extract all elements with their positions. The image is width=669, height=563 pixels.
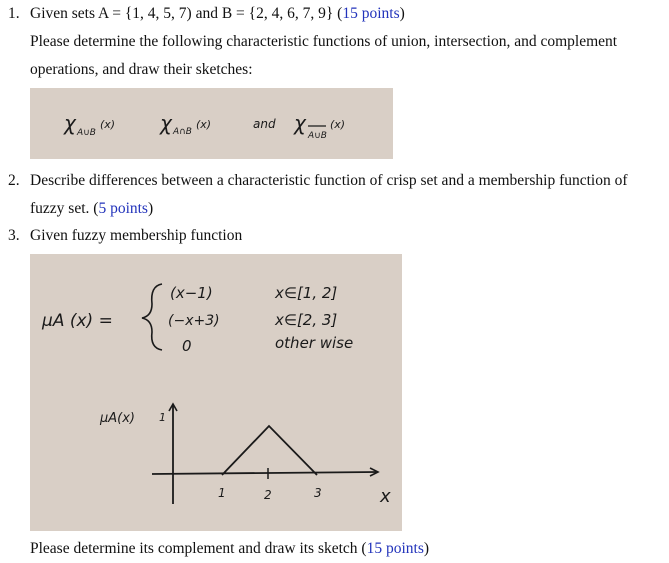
q2-line2	[30, 200, 153, 218]
mu-lhs: μA (x) =	[42, 311, 113, 331]
q2-line1: Describe differences between a characteristic function of crisp set and a membership function of	[30, 172, 628, 189]
x-axis-label: x	[380, 486, 391, 507]
q1-line2: Please determine the following characteristic functions of union, intersection, and complement	[30, 33, 618, 50]
x-tick-1: 1	[218, 486, 226, 500]
chi-inter: χ	[160, 111, 172, 135]
x-tick-2: 2	[264, 488, 272, 502]
q1-text: Given sets A = {1, 4, 5, 7) and B = {2, 4, 6, 7, 9} (	[30, 5, 343, 22]
q3-final-text: Please determine its complement and draw its sketch (	[30, 540, 367, 557]
y-tick-1: 1	[159, 411, 166, 424]
q3-paren: )	[423, 540, 430, 557]
case1-expr: (x−1)	[170, 284, 213, 302]
q1-number: 1.	[8, 5, 20, 22]
comp-sub: A∪B	[308, 131, 327, 141]
inter-sub: A∩B	[173, 127, 192, 137]
chi-union: χ	[64, 111, 76, 135]
x-tick-3: 3	[314, 486, 322, 500]
case3-cond: other wise	[275, 334, 354, 352]
q3-final	[30, 540, 429, 558]
q2-points: 5 points	[98, 200, 148, 217]
inter-arg: (x)	[196, 118, 212, 131]
and-word: and	[253, 117, 276, 131]
q1-title	[30, 5, 405, 23]
q2-text: fuzzy set. (	[30, 200, 99, 217]
triangle-membership	[222, 426, 317, 475]
chi-comp: χ	[294, 111, 306, 135]
case2-expr: (−x+3)	[168, 313, 220, 329]
q2-paren: )	[147, 200, 154, 217]
y-axis-label: μA(x)	[100, 411, 136, 426]
case1-cond: x∈[1, 2]	[275, 284, 338, 302]
q3-points: 15 points	[366, 540, 424, 557]
union-sub: A∪B	[77, 128, 96, 138]
q1-line3: operations, and draw their sketches:	[30, 61, 253, 78]
q3-handwritten-image	[30, 254, 402, 531]
q1-points: 15 points	[342, 5, 400, 22]
union-arg: (x)	[100, 118, 116, 131]
comp-arg: (x)	[330, 118, 346, 131]
case3-expr: 0	[182, 337, 192, 355]
q3-line1: Given fuzzy membership function	[30, 227, 243, 244]
q1-handwritten-image	[30, 88, 393, 159]
q2-number: 2.	[8, 172, 20, 189]
case2-cond: x∈[2, 3]	[275, 311, 338, 329]
q3-number: 3.	[8, 227, 20, 244]
q1-paren: )	[399, 5, 405, 22]
